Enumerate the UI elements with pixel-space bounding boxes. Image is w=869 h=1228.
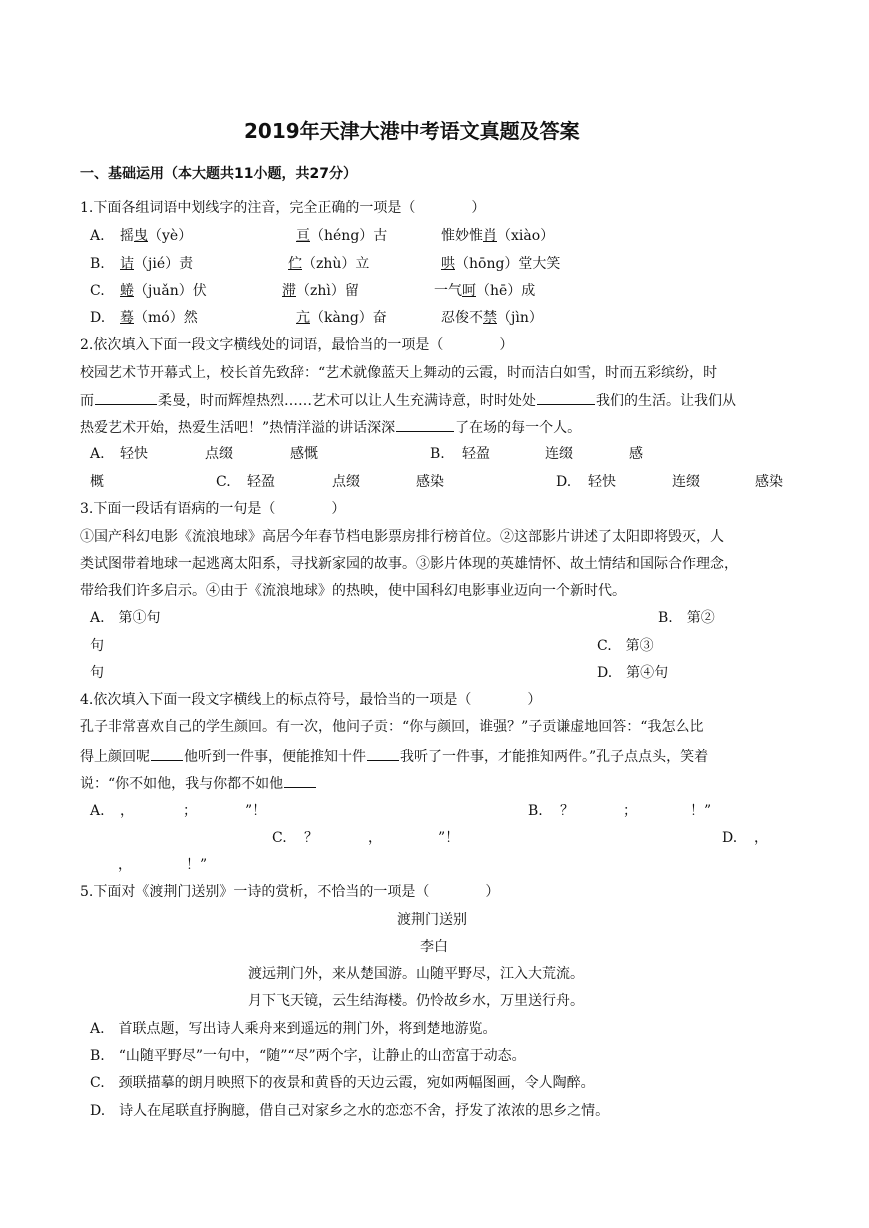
option-text: 感慨 [290,446,318,462]
option-label: D. [722,830,738,846]
option-word: 亘（héng）古 [296,228,388,244]
q3-passage-line: ①国产科幻电影《流浪地球》高居今年春节档电影票房排行榜首位。②这部影片讲述了太阳即将毁灭，人 [80,529,724,545]
option-text: 感染 [416,474,444,490]
option-word: 蜷（juǎn）伏 [120,283,207,299]
option-text: 轻快 [120,446,148,462]
option-text: B. 第② [658,610,715,626]
q5-stem: 5.下面对《渡荆门送别》一诗的赏析，不恰当的一项是（ ） [80,884,500,900]
option-text: C. 颈联描摹的朗月映照下的夜景和黄昏的天边云霞，宛如两幅图画，令人陶醉。 [90,1075,595,1091]
option-word: 忍俊不禁（jìn） [441,310,543,326]
poem-author: 李白 [420,939,448,955]
option-text: 感 [629,446,643,462]
option-text: ， [120,803,134,819]
q4-passage-line: 得上颜回呢 他听到一件事，便能推知十件 我听了一件事，才能推知两件。”孔子点点头，笑着 [80,749,709,765]
option-text: ； [183,803,197,819]
option-word: 亢（kàng）奋 [296,310,387,326]
option-label: B. [430,446,445,462]
option-text: A. 第①句 [90,610,161,626]
section-heading: 一、基础运用（本大题共11小题，共27分） [80,166,357,182]
option-text: D. 诗人在尾联直抒胸臆，借自己对家乡之水的恋恋不舍，抒发了浓浓的思乡之情。 [90,1103,610,1119]
option-text: ， [368,830,382,846]
q4-passage-line: 孔子非常喜欢自己的学生颜回。有一次，他问子贡：“你与颜回，谁强？”子贡谦虚地回答：“我怎么比 [80,719,704,735]
answer-blank [95,392,157,405]
option-label: C. [272,830,287,846]
option-word: 一气呵（hē）成 [434,283,536,299]
option-word: 惟妙惟肖（xiào） [441,228,555,244]
option-text: A. 首联点题，写出诗人乘舟来到遥远的荆门外，将到楚地游览。 [90,1021,497,1037]
option-text: 轻快 [588,474,616,490]
option-text: 连缀 [545,446,573,462]
option-text: 句 [90,638,104,654]
option-label: D. [90,310,106,326]
option-word: 蓦（mó）然 [120,310,198,326]
answer-blank [151,748,183,761]
poem-line: 月下飞天镜，云生结海楼。仍怜故乡水，万里送行舟。 [248,993,584,1009]
option-text: D. 第④句 [597,665,669,681]
option-text: 点缀 [332,474,360,490]
option-text: 概 [90,474,104,490]
q3-passage-line: 类试图带着地球一起逃离太阳系，寻找新家园的故事。③影片体现的英雄情怀、故土情结和国际合作理念， [80,556,738,572]
q1-stem: 1.下面各组词语中划线字的注音，完全正确的一项是（ ） [80,200,486,216]
q2-stem: 2.依次填入下面一段文字横线处的词语，最恰当的一项是（ ） [80,337,514,353]
poem-line: 渡远荆门外，来从楚国游。山随平野尽，江入大荒流。 [248,966,584,982]
option-word: 摇曳（yè） [120,228,193,244]
page-title: 2019年天津大港中考语文真题及答案 [244,119,580,143]
option-text: 句 [90,665,104,681]
option-word: 伫（zhù）立 [288,256,370,272]
q2-passage-line: 而 柔曼，时而辉煌热烈……艺术可以让人生充满诗意，时时处处 我们的生活。让我们从 [80,393,736,409]
q4-passage-line: 说：“你不如他，我与你都不如他 [80,775,317,791]
option-word: 哄（hōng）堂大笑 [441,256,561,272]
option-text: ！” [186,857,208,873]
option-label: C. [216,474,231,490]
answer-blank [367,748,399,761]
q3-stem: 3.下面一段话有语病的一句是（ ） [80,501,346,517]
option-label: A. [90,228,105,244]
q3-passage-line: 带给我们许多启示。④由于《流浪地球》的热映，使中国科幻电影事业迈向一个新时代。 [80,583,626,599]
q2-passage-line: 热爱艺术开始，热爱生活吧！”热情洋溢的讲话深深 了在场的每一个人。 [80,420,582,436]
option-label: D. [556,474,572,490]
option-text: 点缀 [205,446,233,462]
answer-blank [284,775,316,788]
poem-title: 渡荆门送别 [397,912,467,928]
option-text: 感染 [755,474,783,490]
q2-passage-line: 校园艺术节开幕式上，校长首先致辞：“艺术就像蓝天上舞动的云霞，时而洁白如雪，时而五彩缤纷，时 [80,365,718,381]
option-text: ”！ [438,830,460,846]
option-text: ， [754,830,768,846]
option-text: ； [623,803,637,819]
option-text: ”！ [245,803,267,819]
option-text: ？ [560,803,574,819]
option-text: ， [118,857,132,873]
q4-stem: 4.依次填入下面一段文字横线上的标点符号，最恰当的一项是（ ） [80,692,542,708]
option-word: 滞（zhì）留 [282,283,359,299]
answer-blank [396,419,454,432]
option-label: A. [90,803,105,819]
option-text: 连缀 [672,474,700,490]
option-text: B. “山随平野尽”一句中，“随”“尽”两个字，让静止的山峦富于动态。 [90,1048,526,1064]
option-text: C. 第③ [597,638,654,654]
option-word: 诘（jié）责 [120,256,194,272]
option-label: A. [90,446,105,462]
answer-blank [537,392,595,405]
option-text: 轻盈 [462,446,490,462]
option-label: C. [90,283,105,299]
option-label: B. [528,803,543,819]
option-text: ？ [304,830,318,846]
option-label: B. [90,256,105,272]
option-text: 轻盈 [247,474,275,490]
option-text: ！” [690,803,712,819]
